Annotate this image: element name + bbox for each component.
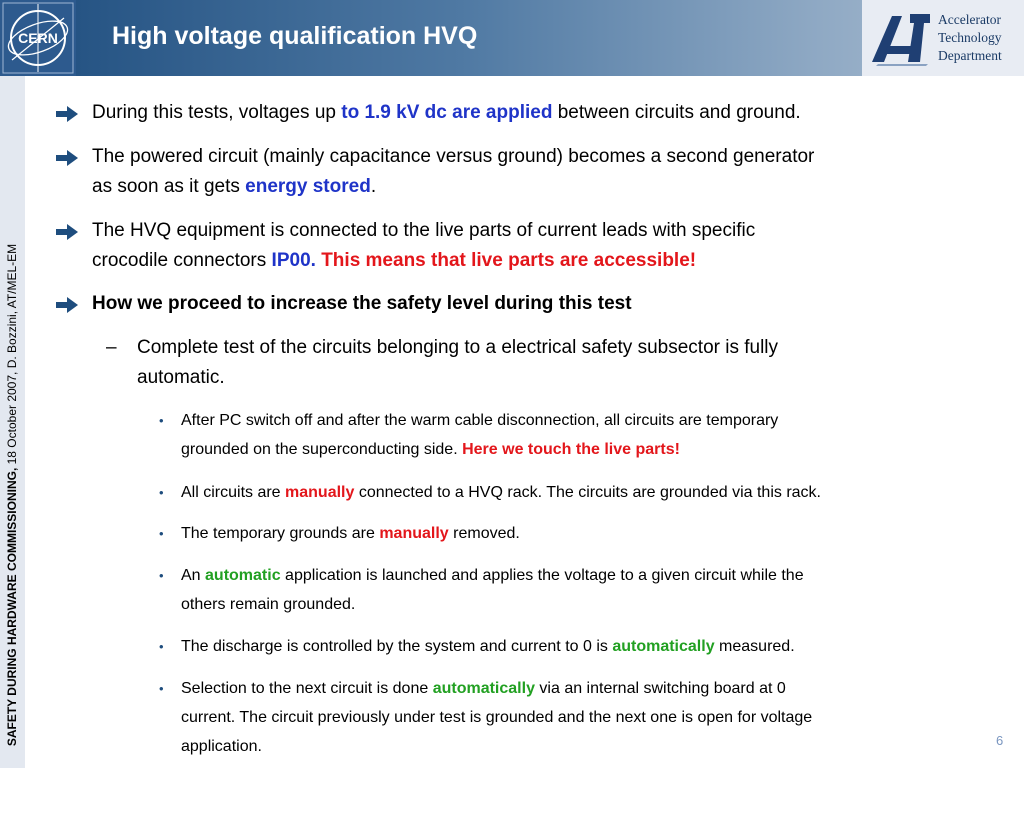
item-next-circuit-selection: Selection to the next circuit is done automatically via an internal switching board at 0 current. The circuit previously under test is grounded and the next one is open for voltage application. <box>181 680 813 755</box>
item-discharge-measurement: The discharge is controlled by the system and current to 0 is automatically measured. <box>181 638 795 655</box>
department-name: Accelerator Technology Department <box>938 12 1002 63</box>
item-automatic-application: An automatic application is launched and applies the voltage to a given circuit while the others remain grounded. <box>181 567 804 613</box>
arrow-bullet-icon <box>55 296 79 314</box>
arrow-bullet-icon <box>55 105 79 123</box>
bullet-hvq-equipment: The HVQ equipment is connected to the live parts of current leads with specific crocodile connectors IP00. This means that live parts are accessible! <box>92 220 756 271</box>
dot-bullet: • <box>159 485 164 500</box>
dot-bullet: • <box>159 413 164 428</box>
bullet-powered-circuit: The powered circuit (mainly capacitance versus ground) becomes a second generator as soon as it gets energy stored. <box>92 146 815 197</box>
item-manual-connection: All circuits are manually connected to a HVQ rack. The circuits are grounded via this rack. <box>181 484 821 501</box>
dot-bullet: • <box>159 681 164 696</box>
slide-title: High voltage qualification HVQ <box>112 22 478 50</box>
page-number: 6 <box>996 733 1004 748</box>
dot-bullet: • <box>159 526 164 541</box>
item-pc-switch-off: After PC switch off and after the warm cable disconnection, all circuits are temporary grounded on the superconducting side. Here we touch the live parts! <box>181 412 779 458</box>
item-manual-removal: The temporary grounds are manually removed. <box>181 525 520 542</box>
arrow-bullet-icon <box>55 149 79 167</box>
svg-text:CERN: CERN <box>18 30 58 46</box>
bullet-voltage: During this tests, voltages up to 1.9 kV dc are applied between circuits and ground. <box>92 102 801 123</box>
dash-bullet: – <box>106 337 117 358</box>
dot-bullet: • <box>159 568 164 583</box>
sub-bullet-automatic-test: Complete test of the circuits belonging to a electrical safety subsector is fully automatic. <box>137 337 779 388</box>
side-footer-text: SAFETY DURING HARDWARE COMMISSIONING, 18 October 2007, D. Bozzini, AT/MEL-EM <box>5 243 19 747</box>
bullet-safety-heading: How we proceed to increase the safety level during this test <box>92 293 632 314</box>
arrow-bullet-icon <box>55 223 79 241</box>
dot-bullet: • <box>159 639 164 654</box>
